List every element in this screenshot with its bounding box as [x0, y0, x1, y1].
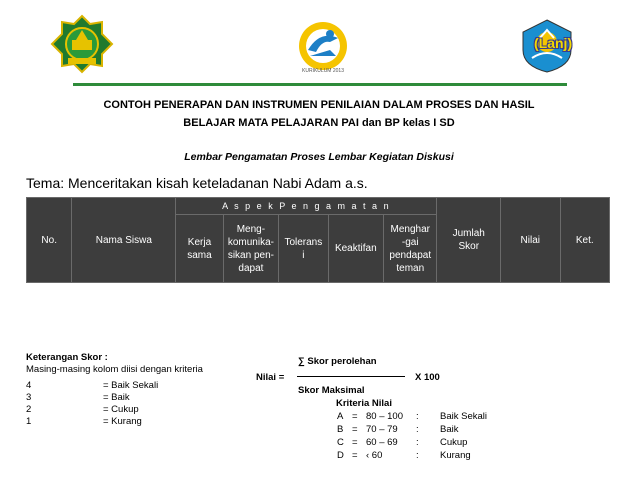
col-no-header: No. — [27, 198, 72, 283]
kriteria-grade: A — [337, 411, 344, 422]
keterangan-label: = Baik Sekali — [103, 380, 159, 391]
aspek-kerjasama — [176, 215, 223, 283]
page-title-line2: BELAJAR MATA PELAJARAN PAI dan BP kelas I SD — [183, 117, 455, 129]
aspek-line: Menghar — [390, 223, 430, 235]
kriteria-eq: = — [352, 437, 358, 448]
col-jumlah-header — [437, 198, 501, 283]
col-nama-header: Nama Siswa — [72, 198, 176, 283]
aspek-line: i — [302, 249, 305, 261]
formula-multiplier: X 100 — [415, 372, 440, 383]
keterangan-block — [26, 352, 203, 376]
page-subtitle: Lembar Pengamatan Proses Lembar Kegiatan Diskusi — [184, 151, 454, 163]
kriteria-grade: B — [337, 424, 344, 435]
kriteria-eq: = — [352, 424, 358, 435]
jumlah-line: Jumlah — [452, 228, 485, 239]
kriteria-title: Kriteria Nilai — [336, 398, 392, 409]
kurikulum-2013-logo — [290, 20, 356, 76]
col-ket-header: Ket. — [560, 198, 609, 283]
aspek-header: A s p e k P e n g a m a t a n — [176, 198, 437, 215]
skor-line: Skor — [458, 241, 480, 252]
keterangan-score: 3 — [26, 392, 32, 403]
kriteria-label: Baik Sekali — [440, 411, 487, 422]
kriteria-grade: D — [337, 450, 344, 461]
aspek-line: Kerja — [187, 236, 212, 248]
page-title-line1: CONTOH PENERAPAN DAN INSTRUMEN PENILAIAN DALAM PROSES DAN HASIL — [103, 99, 535, 111]
col-nilai-header: Nilai — [501, 198, 561, 283]
aspek-toleransi — [279, 215, 328, 283]
kriteria-grade: C — [337, 437, 344, 448]
kriteria-colon: : — [416, 424, 419, 435]
fraction-line — [297, 376, 405, 377]
keterangan-score: 4 — [26, 380, 32, 391]
kriteria-range: 60 – 69 — [366, 437, 398, 448]
aspek-menghargai — [384, 215, 437, 283]
aspek-line: Meng- — [236, 223, 266, 235]
kriteria-label: Cukup — [440, 437, 468, 448]
kriteria-colon: : — [416, 437, 419, 448]
formula-lhs: Nilai = — [256, 372, 285, 383]
aspek-line: dapat — [238, 262, 264, 274]
observation-table — [26, 197, 610, 283]
kemenag-logo — [50, 14, 114, 74]
keterangan-desc: Masing-masing kolom diisi dengan kriteria — [26, 364, 203, 375]
keterangan-score: 1 — [26, 416, 32, 427]
kriteria-label: Kurang — [440, 450, 471, 461]
aspek-line: sikan pen- — [227, 249, 274, 261]
keterangan-label: = Kurang — [103, 416, 142, 427]
kurikulum-label: KURIKULUM 2013 — [302, 68, 344, 74]
formula-numerator: ∑ Skor perolehan — [298, 356, 377, 367]
kriteria-colon: : — [416, 411, 419, 422]
kriteria-range: 80 – 100 — [366, 411, 403, 422]
keterangan-label: = Cukup — [103, 404, 139, 415]
continuation-badge: (Lanj) — [534, 35, 573, 51]
aspek-line: pendapat — [389, 249, 432, 261]
keterangan-score: 2 — [26, 404, 32, 415]
aspek-line: teman — [396, 262, 425, 274]
kriteria-eq: = — [352, 450, 358, 461]
header-divider — [73, 83, 567, 86]
keterangan-label: = Baik — [103, 392, 130, 403]
kriteria-range: ‹ 60 — [366, 450, 383, 461]
tema-text: Tema: Menceritakan kisah keteladanan Nabi Adam a.s. — [26, 175, 368, 191]
kriteria-range: 70 – 79 — [366, 424, 398, 435]
formula-denominator: Skor Maksimal — [298, 385, 365, 396]
kriteria-eq: = — [352, 411, 358, 422]
aspek-line: Tolerans — [284, 236, 323, 248]
kriteria-colon: : — [416, 450, 419, 461]
aspek-line: -gai — [401, 236, 419, 248]
keterangan-title: Keterangan Skor : — [26, 352, 108, 363]
aspek-mengkomunikasikan — [223, 215, 278, 283]
aspek-keaktifan: Keaktifan — [328, 215, 383, 283]
kriteria-label: Baik — [440, 424, 459, 435]
aspek-line: komunika- — [227, 236, 274, 248]
aspek-line: sama — [187, 249, 212, 261]
